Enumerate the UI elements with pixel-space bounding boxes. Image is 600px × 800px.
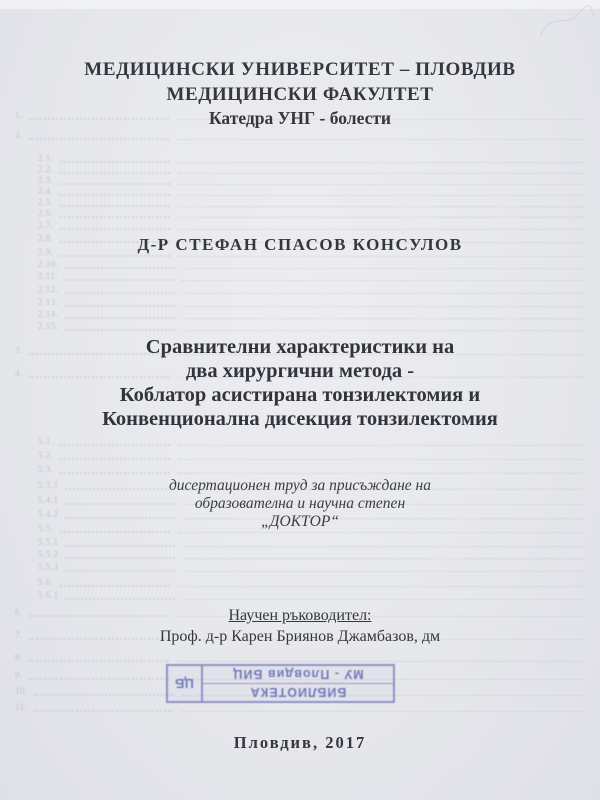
degree-note (0, 477, 600, 531)
title-line: Сравнителни характеристики на (145, 336, 455, 358)
bleedthrough-toc-row: 4. (15, 368, 584, 378)
bleedthrough-toc-row: 3. (15, 345, 584, 355)
degree-note-line: дисертационен труд за присъждане на (168, 477, 432, 494)
bleedthrough-toc-row: 5.4.2 (38, 509, 584, 519)
university-name: МЕДИЦИНСКИ УНИВЕРСИТЕТ – ПЛОВДИВ (84, 59, 516, 80)
title-line: Коблатор асистирана тонзилектомия и (119, 384, 481, 406)
bleedthrough-toc-row: 2.1. (38, 153, 584, 163)
library-stamp-side-code: ЦБ (168, 666, 203, 701)
bleedthrough-toc-row: 5.3. (38, 464, 584, 474)
bleedthrough-toc-row: 2.12. (38, 284, 584, 294)
bleedthrough-toc-row: 5.3.1 (38, 480, 584, 490)
bleedthrough-toc-row: 2.15. (38, 321, 584, 331)
bleedthrough-toc-row: 2.14. (38, 309, 584, 319)
bleedthrough-toc-row: 5.6.1 (38, 590, 584, 600)
bleedthrough-toc-row: 10. (15, 686, 584, 696)
library-stamp-text (203, 666, 393, 701)
institution-header (0, 57, 600, 130)
bleedthrough-toc-row: 2.3. (38, 175, 584, 185)
bleedthrough-toc-row: 2.13. (38, 297, 584, 307)
bleedthrough-toc-row: 2.5. (38, 197, 584, 207)
bleedthrough-toc-row: 5.5.2 (38, 549, 584, 559)
bleedthrough-toc-row: 2. (15, 130, 584, 140)
bleedthrough-toc-row: 2.10. (38, 259, 584, 269)
bleedthrough-toc-row: 2.8. (38, 233, 584, 243)
bleedthrough-toc-row: 8. (15, 652, 584, 662)
supervisor-name: Проф. д-р Карен Бриянов Джамбазов, дм (159, 628, 441, 645)
faculty-name: МЕДИЦИНСКИ ФАКУЛТЕТ (166, 84, 434, 105)
bleedthrough-toc-row: 2.4. (38, 186, 584, 196)
bleedthrough-toc-row: 2.11. (38, 271, 584, 281)
degree-note-line: образователна и научна степен (194, 495, 406, 512)
bleedthrough-toc-row: 5.5.3 (38, 562, 584, 572)
bleedthrough-toc-row: 5.5. (38, 523, 584, 533)
dissertation-title (0, 335, 600, 431)
bleedthrough-toc-row: 5.6. (38, 577, 584, 587)
city-year: Пловдив, 2017 (233, 733, 367, 752)
title-line: Конвенционална дисекция тонзилектомия (102, 408, 498, 430)
library-stamp-label-line: БИБЛИОТЕКА (203, 683, 393, 701)
department-name: Катедра УНГ - болести (208, 108, 392, 128)
bleedthrough-toc-row: 2.2. (38, 164, 584, 174)
bleedthrough-toc-row: 11. (15, 702, 584, 712)
library-stamp-org-line: МУ - Пловдив БИЦ (232, 667, 364, 682)
degree-note-line: „ДОКТОР“ (261, 513, 339, 530)
bleedthrough-toc-row: 5.4.1 (38, 495, 584, 505)
bleedthrough-toc-row: 2.9. (38, 247, 584, 257)
library-stamp (166, 664, 395, 703)
title-line: два хирургични метода - (185, 360, 415, 382)
supervisor-block (0, 605, 600, 647)
bleedthrough-toc-row: 5.5.1 (38, 537, 584, 547)
bleedthrough-toc-row: 5.1. (38, 436, 584, 446)
supervisor-label: Научен ръководител: (228, 607, 372, 624)
author-name: Д-Р СТЕФАН СПАСОВ КОНСУЛОВ (137, 235, 463, 254)
bleedthrough-toc-row: 1. (15, 110, 584, 120)
bleedthrough-toc-row: 9. (15, 670, 584, 680)
bleedthrough-toc-row: 2.7. (38, 220, 584, 230)
bleedthrough-toc-row: 6. (15, 607, 584, 617)
bleedthrough-toc-row: 7. (15, 630, 584, 640)
bleedthrough-toc-row: 2.6. (38, 208, 584, 218)
bleedthrough-toc-row: 5.2. (38, 450, 584, 460)
